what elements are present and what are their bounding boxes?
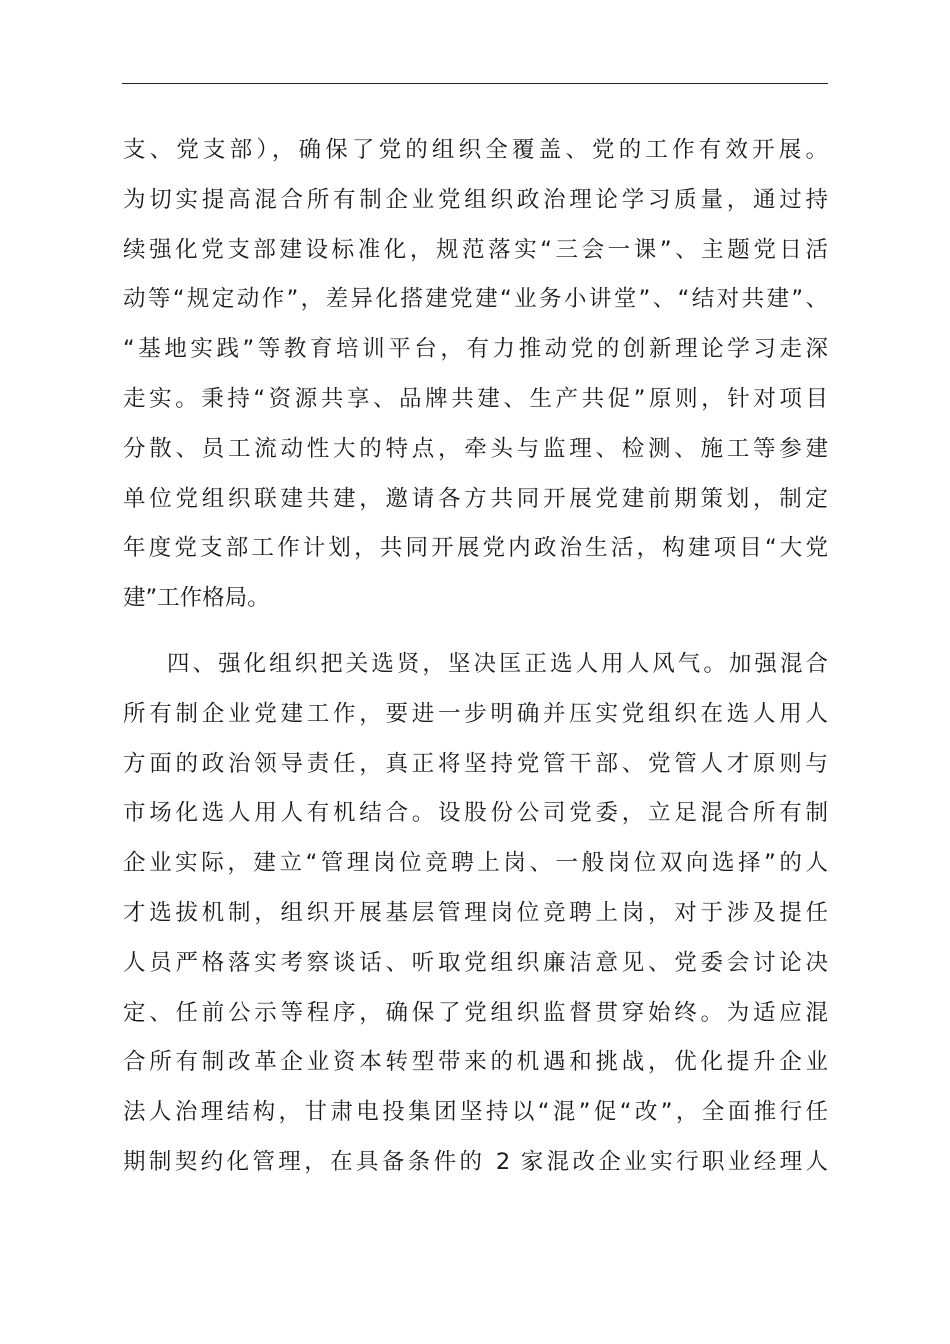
text-line: 年度党支部工作计划，共同开展党内政治生活，构建项目“大党 <box>123 535 828 562</box>
text-line: 动等“规定动作”，差异化搭建党建“业务小讲堂”、“结对共建”、 <box>123 286 828 313</box>
text-line: 单位党组织联建共建，邀请各方共同开展党建前期策划，制定 <box>123 485 828 512</box>
text-line: 市场化选人用人有机结合。设股份公司党委，立足混合所有制 <box>123 800 828 827</box>
text-line: 定、任前公示等程序，确保了党组织监督贯穿始终。为适应混 <box>123 999 828 1026</box>
text-line: 分散、员工流动性大的特点，牵头与监理、检测、施工等参建 <box>123 435 828 462</box>
section-heading-line: 四、强化组织把关选贤，坚决匡正选人用人风气。加强混合 <box>167 650 828 677</box>
paragraph-section-four <box>123 640 828 1188</box>
text-line: 合所有制改革企业资本转型带来的机遇和挑战，优化提升企业 <box>123 1049 828 1076</box>
header-rule <box>122 83 828 84</box>
paragraph-spacer <box>123 624 828 640</box>
text-line: 法人治理结构，甘肃电投集团坚持以“混”促“改”，全面推行任 <box>123 1099 828 1126</box>
text-line: 为切实提高混合所有制企业党组织政治理论学习质量，通过持 <box>123 186 828 213</box>
text-line: 才选拔机制，组织开展基层管理岗位竞聘上岗，对于涉及提任 <box>123 899 828 926</box>
text-line: 走实。秉持“资源共享、品牌共建、生产共促”原则，针对项目 <box>123 385 828 412</box>
text-line: 所有制企业党建工作，要进一步明确并压实党组织在选人用人 <box>123 700 828 727</box>
body-text <box>123 126 828 1188</box>
text-line: 方面的政治领导责任，真正将坚持党管干部、党管人才原则与 <box>123 750 828 777</box>
text-line: “基地实践”等教育培训平台，有力推动党的创新理论学习走深 <box>123 336 828 363</box>
text-line: 人员严格落实考察谈话、听取党组织廉洁意见、党委会讨论决 <box>123 949 828 976</box>
text-line: 企业实际，建立“管理岗位竞聘上岗、一般岗位双向选择”的人 <box>123 850 828 877</box>
text-line: 续强化党支部建设标准化，规范落实“三会一课”、主题党日活 <box>123 236 828 263</box>
text-line: 支、党支部），确保了党的组织全覆盖、党的工作有效开展。 <box>123 137 828 163</box>
text-line: 建”工作格局。 <box>123 585 270 612</box>
paragraph-party-organization <box>123 126 828 624</box>
text-line: 期制契约化管理，在具备条件的 2 家混改企业实行职业经理人 <box>123 1148 828 1175</box>
